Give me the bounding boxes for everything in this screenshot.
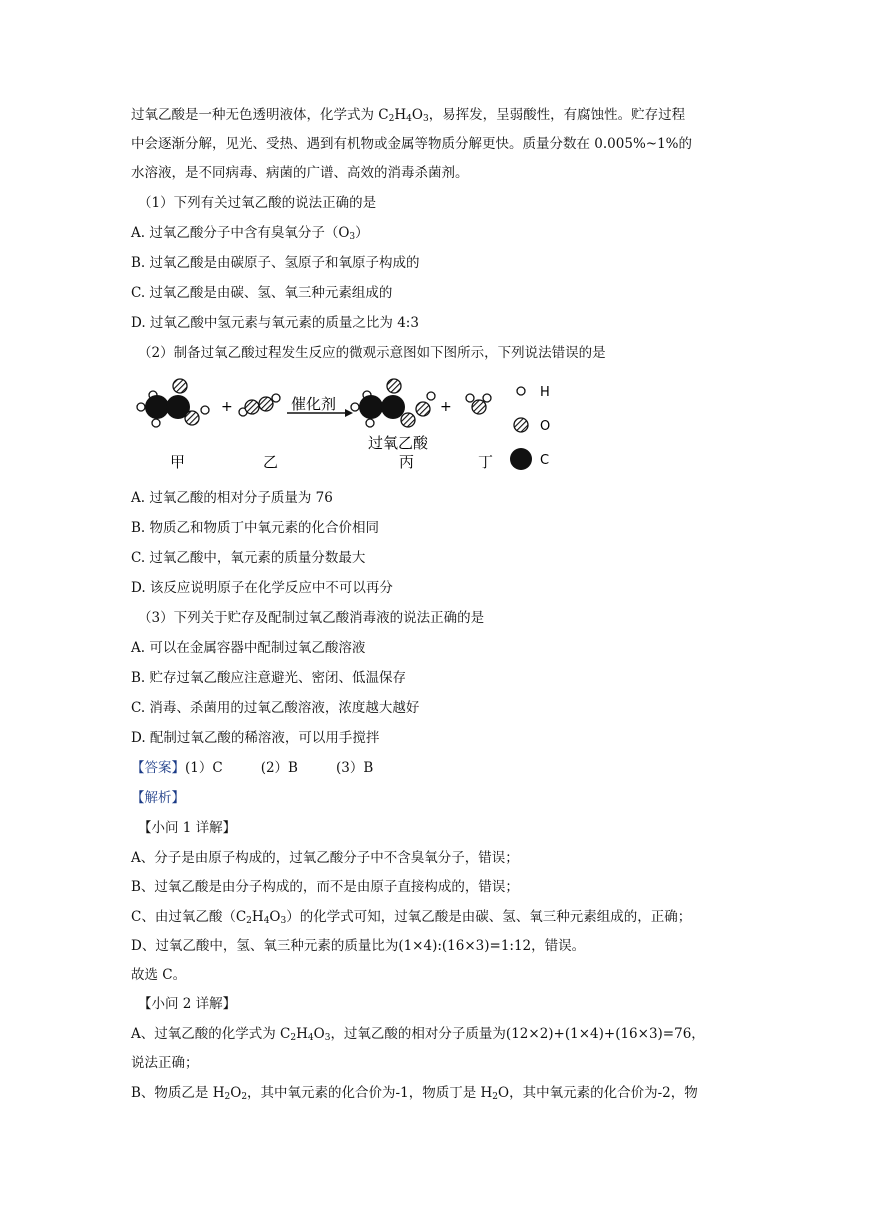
subscript: 4 [307,1033,314,1043]
intro-text: 过氧乙酸是一种无色透明液体，化学式为 C [131,107,389,123]
analysis-text: A、过氧乙酸的化学式为 C [131,1026,291,1042]
atom-legend [510,385,550,470]
analysis-text: C、由过氧乙酸（C [131,909,247,925]
molecule-yi [239,394,280,416]
label-ding: 丁 [478,453,494,471]
reaction-diagram [135,376,605,476]
legend-c-label: C [540,453,550,468]
subscript: 2 [290,1033,297,1043]
c-atom [359,395,383,419]
h-atom [272,394,280,402]
o-atom [401,413,415,427]
intro-text: H [394,107,407,123]
c-legend-icon [510,448,532,470]
h-atom [152,419,160,427]
h-atom [427,392,435,400]
o-atom [387,379,401,393]
section-2-b [131,1083,698,1103]
q3-option-b: B. 贮存过氧乙酸应注意避光、密闭、低温保存 [131,670,407,686]
option-text: ） [355,225,369,241]
subscript: 2 [388,114,395,124]
q1-stem: （1）下列有关过氧乙酸的说法正确的是 [138,195,377,211]
q3-stem: （3）下列关于贮存及配制过氧乙酸消毒液的说法正确的是 [138,610,485,626]
c-atom [145,395,169,419]
section-1-d: D、过氧乙酸中，氢、氧三种元素的质量比为(1×4):(16×3)=1:12，错误。 [131,938,586,954]
q2-stem: （2）制备过氧乙酸过程发生反应的微观示意图如下图所示，下列说法错误的是 [138,345,606,361]
analysis-text: ，过氧乙酸的相对分子质量为(12×2)+(1×4)+(16×3)=76， [330,1026,705,1042]
q1-option-a [131,223,369,243]
o-atom [259,397,273,411]
o-atom [185,411,199,425]
subscript: 3 [349,232,356,242]
answer-1: (1）C [185,760,223,776]
subscript: 2 [492,1092,498,1102]
analysis-text: O [313,1026,325,1042]
section-1-c [131,907,691,927]
section-1-title: 【小问 1 详解】 [138,820,237,836]
h-atom [201,406,209,414]
q3-option-a: A. 可以在金属容器中配制过氧乙酸溶液 [131,640,366,656]
o-legend-icon [514,418,528,432]
product-name-label: 过氧乙酸 [368,434,429,452]
q2-option-a: A. 过氧乙酸的相对分子质量为 76 [131,490,333,506]
subscript: 2 [224,1092,231,1102]
analysis-text: ，其中氧元素的化合价为-1，物质丁是 H [247,1085,493,1101]
answer-3: (3）B [335,760,374,776]
h-atom [137,403,145,411]
h-atom [466,394,474,402]
q1-option-c: C. 过氧乙酸是由碳、氢、氧三种元素组成的 [131,285,393,301]
analysis-text: ）的化学式可知，过氧乙酸是由碳、氢、氧三种元素组成的，正确； [286,909,692,925]
analysis-text: O，其中氧元素的化合价为-2，物 [498,1085,698,1101]
o-atom [245,400,259,414]
section-1-a: A、分子是由原子构成的，过氧乙酸分子中不含臭氧分子，错误； [131,850,519,866]
subscript: 3 [324,1033,331,1043]
intro-text: O [411,107,423,123]
intro-line-1 [131,105,685,125]
label-yi: 乙 [263,453,279,471]
analysis-text: B、物质乙是 H [131,1085,225,1101]
section-2-a-cont: 说法正确； [131,1055,199,1071]
section-2-a [131,1024,705,1044]
h-atom [366,419,374,427]
subscript: 3 [422,114,429,124]
analysis-text: O [269,909,281,925]
q2-option-d: D. 该反应说明原子在化学反应中不可以再分 [131,580,393,596]
q1-option-b: B. 过氧乙酸是由碳原子、氢原子和氧原子构成的 [131,255,420,271]
q2-option-c: C. 过氧乙酸中，氧元素的质量分数最大 [131,550,366,566]
subscript: 4 [406,114,412,124]
catalyst-label: 催化剂 [291,395,337,413]
subscript: 4 [263,916,270,926]
q2-option-b: B. 物质乙和物质丁中氧元素的化合价相同 [131,520,380,536]
analysis-label: 【解析】 [131,790,185,806]
legend-h-label: H [540,385,550,400]
plus-sign: + [440,399,452,415]
o-atom [472,400,486,414]
h-legend-icon [517,387,525,395]
molecule-bing [351,379,435,427]
subscript: 2 [241,1092,248,1102]
legend-o-label: O [540,419,551,434]
q3-option-d: D. 配制过氧乙酸的稀溶液，可以用手搅拌 [131,730,380,746]
subscript: 2 [246,916,252,926]
intro-line-3: 水溶液，是不同病毒、病菌的广谱、高效的消毒杀菌剂。 [131,165,469,181]
label-bing: 丙 [399,453,415,471]
section-1-conclusion: 故选 C。 [131,967,187,983]
label-jia: 甲 [170,453,186,471]
answer-2: (2）B [260,760,298,776]
molecule-ding [466,394,491,414]
molecule-jia [137,379,209,427]
h-atom [483,394,491,402]
c-atom [381,395,405,419]
section-2-title: 【小问 2 详解】 [138,996,237,1012]
analysis-text: H [296,1026,308,1042]
h-atom [351,403,359,411]
subscript: 3 [280,916,287,926]
section-1-b: B、过氧乙酸是由分子构成的，而不是由原子直接构成的，错误； [131,879,519,895]
option-text: A. 过氧乙酸分子中含有臭氧分子（O [131,225,350,241]
answer-line [131,758,373,778]
analysis-text: H [251,909,264,925]
o-atom [173,379,187,393]
intro-text: ，易挥发，呈弱酸性，有腐蚀性。贮存过程 [428,107,686,123]
answer-label: 【答案】 [131,760,185,776]
analysis-text: O [230,1085,242,1101]
intro-line-2: 中会逐渐分解，见光、受热、遇到有机物或金属等物质分解更快。质量分数在 0.005%~1%的 [131,136,692,152]
q1-option-d: D. 过氧乙酸中氢元素与氧元素的质量之比为 4:3 [131,315,419,331]
plus-sign: + [221,399,233,415]
o-atom [416,402,430,416]
q3-option-c: C. 消毒、杀菌用的过氧乙酸溶液，浓度越大越好 [131,700,420,716]
